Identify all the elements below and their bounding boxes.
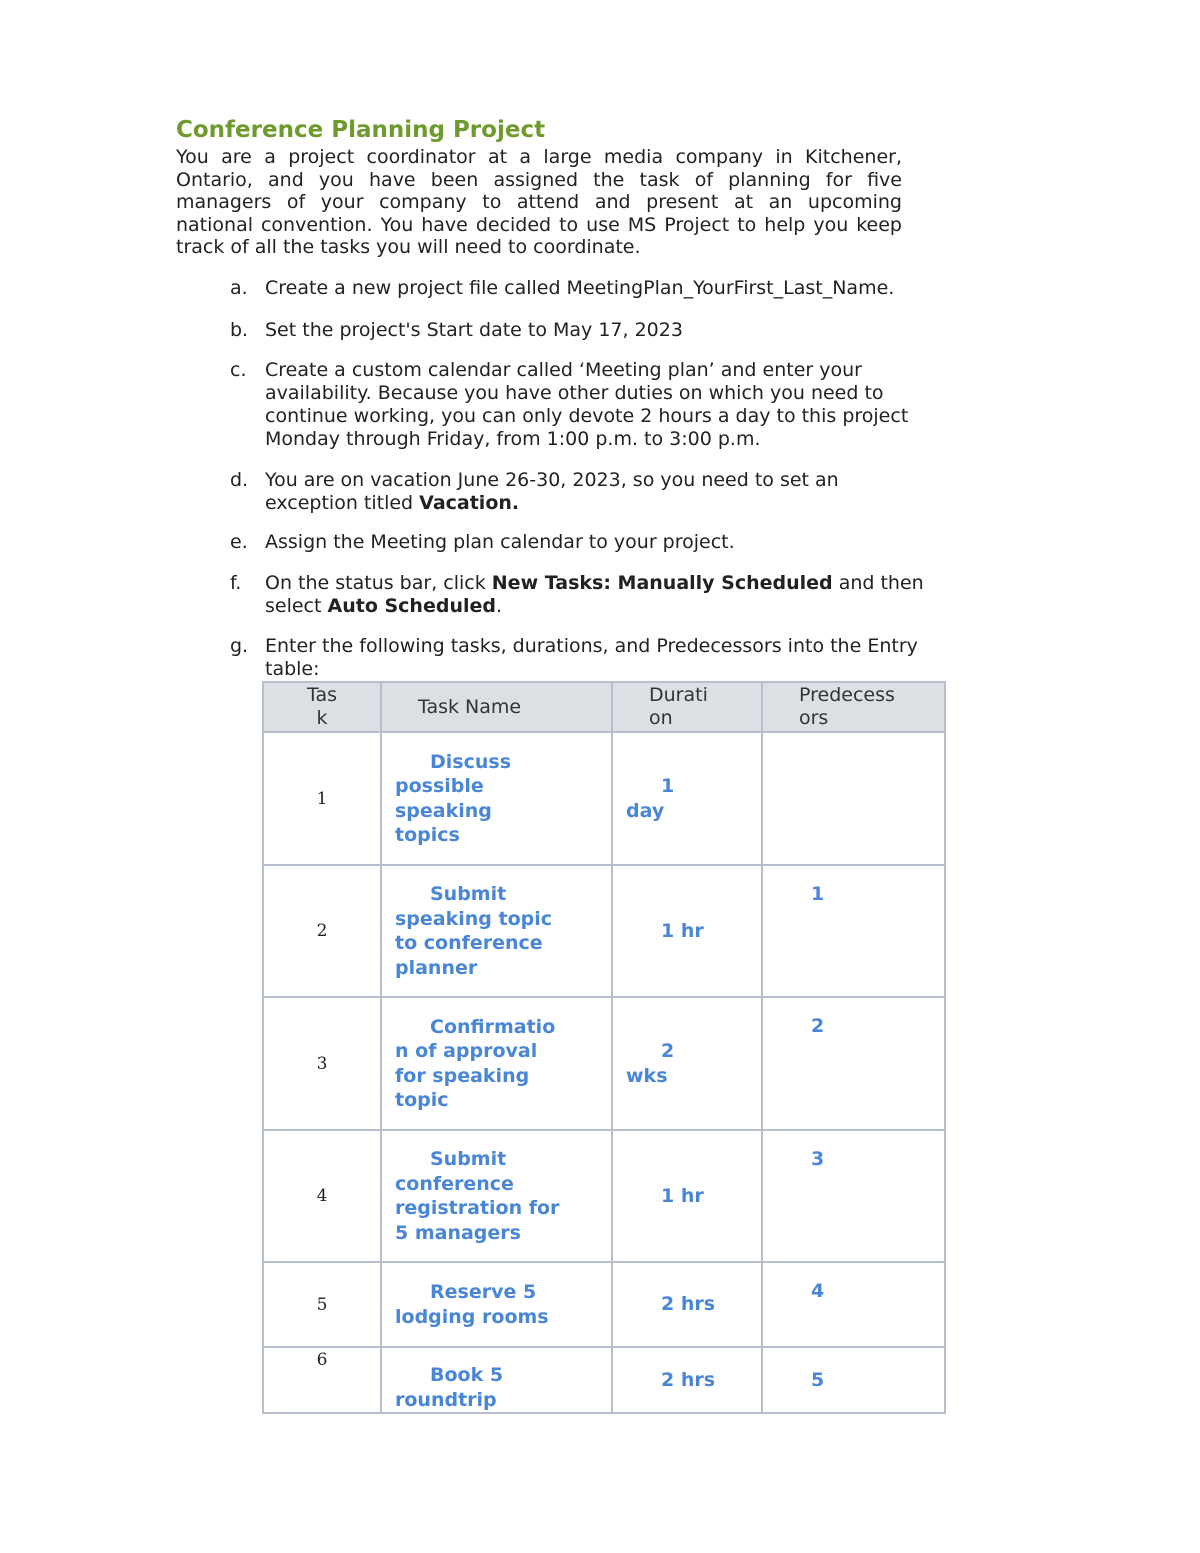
step-line: You are on vacation June 26-30, 2023, so you need to set an	[265, 469, 839, 491]
page-title: Conference Planning Project	[176, 117, 546, 143]
task-name: Confirmatio n of approval for speaking topic	[381, 997, 612, 1130]
table-row	[263, 865, 945, 997]
step-letter: d.	[230, 469, 249, 491]
auto-scheduled-label: Auto Scheduled	[327, 595, 496, 617]
task-duration: 2 wks	[612, 997, 762, 1130]
header-duration: Durati on	[612, 682, 762, 732]
header-task-name: Task Name	[381, 682, 612, 732]
step-text: Assign the Meeting plan calendar to your project.	[265, 531, 735, 553]
task-predecessors	[762, 732, 945, 865]
task-number: 6	[263, 1347, 381, 1413]
step-letter: g.	[230, 635, 249, 657]
step-letter: f.	[230, 572, 242, 594]
task-name: Discuss possible speaking topics	[381, 732, 612, 865]
step-text	[265, 572, 955, 618]
task-name: Book 5 roundtrip	[381, 1347, 612, 1413]
step-line: Monday through Friday, from 1:00 p.m. to 3:00 p.m.	[265, 428, 761, 450]
step-text	[265, 359, 955, 451]
task-name: Reserve 5 lodging rooms	[381, 1262, 612, 1347]
task-predecessors: 2	[762, 997, 945, 1130]
header-predecessors: Predecess ors	[762, 682, 945, 732]
step-text	[265, 469, 955, 515]
task-name: Submit speaking topic to conference planner	[381, 865, 612, 997]
intro-line: Ontario, and you have been assigned the task of planning for five	[176, 168, 902, 191]
table-row	[263, 997, 945, 1130]
step-line: Enter the following tasks, durations, and Predecessors into the Entry	[265, 635, 918, 657]
intro-line: track of all the tasks you will need to coordinate.	[176, 236, 641, 259]
step-line: select	[265, 595, 328, 617]
task-number: 4	[263, 1130, 381, 1262]
table-row	[263, 1347, 945, 1413]
task-number: 3	[263, 997, 381, 1130]
intro-line: You are a project coordinator at a large media company in Kitchener,	[176, 146, 902, 168]
task-predecessors: 3	[762, 1130, 945, 1262]
task-number: 5	[263, 1262, 381, 1347]
step-letter: c.	[230, 359, 247, 381]
table-header-row	[263, 682, 945, 732]
intro-line: managers of your company to attend and present at an upcoming	[176, 191, 902, 214]
task-predecessors: 5	[762, 1347, 945, 1413]
table-row	[263, 1130, 945, 1262]
step-line: On the status bar, click	[265, 572, 492, 594]
step-line: availability. Because you have other duties on which you need to	[265, 382, 884, 404]
step-line: and then	[832, 572, 924, 594]
intro-paragraph	[176, 146, 902, 259]
step-letter: a.	[230, 277, 248, 299]
step-line: .	[495, 595, 503, 617]
table-row	[263, 1262, 945, 1347]
step-line: exception titled	[265, 492, 420, 514]
task-predecessors: 4	[762, 1262, 945, 1347]
step-line: table:	[265, 658, 320, 680]
header-task: Tas k	[263, 682, 381, 732]
step-letter: e.	[230, 531, 248, 553]
task-predecessors: 1	[762, 865, 945, 997]
manually-scheduled-label: New Tasks: Manually Scheduled	[491, 572, 833, 594]
entry-table	[262, 681, 946, 1414]
step-text	[265, 635, 955, 681]
task-duration: 1 hr	[612, 865, 762, 997]
vacation-label: Vacation.	[419, 492, 520, 514]
task-duration: 2 hrs	[612, 1262, 762, 1347]
step-line: continue working, you can only devote 2 hours a day to this project	[265, 405, 909, 427]
step-text: Set the project's Start date to May 17, 2023	[265, 319, 683, 341]
step-line: Create a custom calendar called ‘Meeting plan’ and enter your	[265, 359, 862, 381]
task-number: 2	[263, 865, 381, 997]
task-duration: 1 day	[612, 732, 762, 865]
step-text: Create a new project file called MeetingPlan_YourFirst_Last_Name.	[265, 277, 895, 299]
step-letter: b.	[230, 319, 249, 341]
task-duration: 1 hr	[612, 1130, 762, 1262]
table-row	[263, 732, 945, 865]
intro-line: national convention. You have decided to use MS Project to help you keep	[176, 213, 902, 236]
task-number: 1	[263, 732, 381, 865]
task-duration: 2 hrs	[612, 1347, 762, 1413]
task-name: Submit conference registration for 5 managers	[381, 1130, 612, 1262]
